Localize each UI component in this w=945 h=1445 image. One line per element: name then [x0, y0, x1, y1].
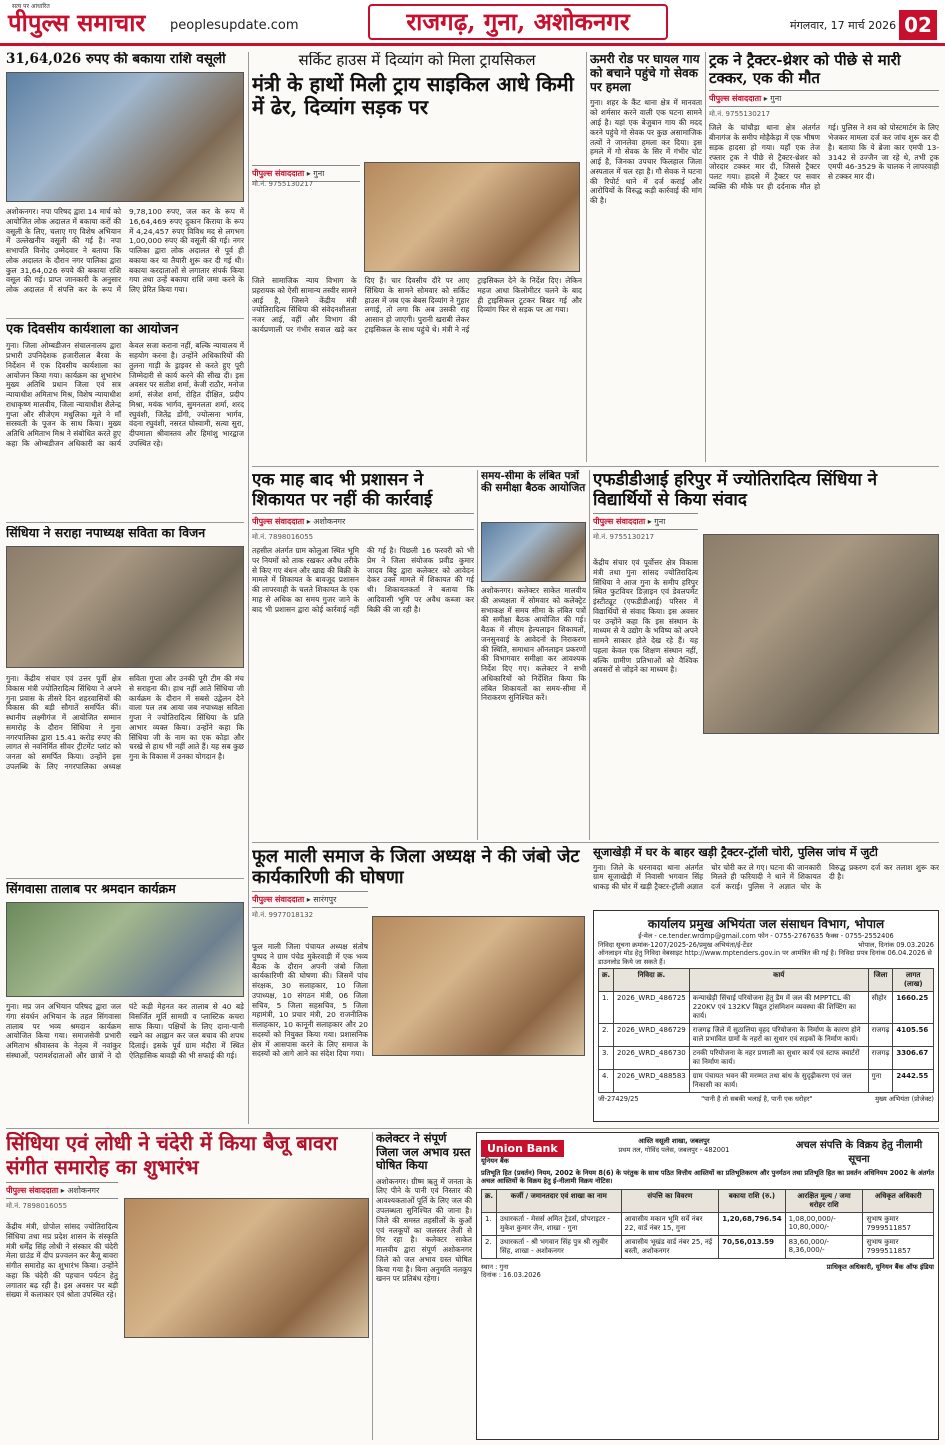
tender-code: जी-27429/25 [598, 1095, 639, 1104]
photo-fddi-students [703, 534, 939, 734]
divider [6, 318, 244, 319]
story-body: गुना। केंद्रीय संचार एवं उत्तर पूर्वी क्षेत्र विकास मंत्री ज्योतिरादित्य सिंधिया ने अपने गुना प्रवास के तीसरे दिन शहरवासियों की विकास की बड़ी सौगातें समर्पित कीं। स्थानीय लक्ष्मीगंज में आयोजित सम्मान समारोह के दौरान सिंधिया ने गुना नगरपालिका द्वारा 15.41 करोड़ रुपए की लागत से नवनिर्मित सीवर ट्रीटमेंट प्लांट को जनता को समर्पित किया। उन्होंने इस उपलब्धि के लिए नगरपालिका अध्यक्ष सविता गुप्ता और उनकी पूरी टीम की मंच से सराहना की। हाथ नहीं आते सिंधिया जी कार्यक्रम के दौरान में सबसे उद्वेलन देने वाला पल तब आया जब नपाध्यक्ष सविता गुप्ता ने ज्योतिरादित्य सिंधिया के प्रति आभार व्यक्त किया। उन्होंने कहा कि सिंधिया जी के नाम का एक कोड़ा और चरखे से हाथ भी नहीं आते हैं। यह सब कुछ गुना के विकास में उनका योगदान है। [6, 674, 244, 771]
masthead [0, 0, 945, 46]
byline-name: पीपुल्स संवाददाता [6, 1186, 59, 1196]
story-body: तहसील अंतर्गत ग्राम कोलुआ स्थित भूमि पर नियमों को ताक रखकर अवैध तरीके से किए गए बंधन और खाद्य की बिक्री के मामले में शिकायत के बावजूद प्रशासन की लापरवाही के चलते शिकायत के एक माह से अधिक का समय गुजर जाने के बाद भी प्रशासन द्वारा कोई कार्रवाई नहीं की गई है। पिछली 16 फरवरी को भी प्रेम ने जिला संयोजक प्रवीड कुमार जादव बिट्टू द्वारा कलेक्टर को आवेदन देकर उक्त मामले में शिकायत की गई थी। शिकायतकर्ता ने बताया कि आदिवासी भूमि पर अवैध कब्जा कर बिक्री की जा रही है। [252, 546, 474, 614]
col-header: लागत (लाख) [893, 969, 934, 992]
story-body: जिले के चांचौड़ा थाना क्षेत्र अंतर्गत बीनागंज के समीप मोहैकेड़ा में एक भीषण सड़क हादसा हो गया। यहाँ एक तेज रफ्तार ट्रक ने पीछे से ट्रैक्टर-थ्रेशर को जोरदार टक्कर मार दी, जिससे ट्रैक्टर पलट गया। हादसे में ट्रैक्टर पर सवार व्यक्ति की मौके पर ही दर्दनाक मौत हो गई। पुलिस ने शव को पोस्टमार्टम के लिए भेजकर मामला दर्ज कर जांच शुरू कर दी है। बताया कि ये ब्रेजा कार एमपी 13-3142 से उज्जैन जा रहे थे, तभी ट्रक एमपी 46-3529 के चालक ने लापरवाही से टक्कर मार दी। [709, 123, 939, 191]
story-workshop [6, 322, 244, 520]
col-header: क्र. [599, 969, 614, 992]
table-cell: 1,20,68,796.54 [719, 1212, 785, 1235]
story-chanderi [6, 1132, 369, 1440]
table-cell: 2026_WRD_488583 [614, 1070, 690, 1093]
story-body: अशोकनगर। ग्रीष्म ऋतु में जनता के लिए पीने के पानी एवं निस्तार की आवश्यकताओं पूर्ति के लिए जल की उपलब्धता सुनिश्चित की जाना है। जिले की समस्त तहसीलों के कुओं एवं नलकूपों का जलस्तर तेजी से गिर रहा है। कलेक्टर साकेत मालवीय द्वारा संपूर्ण अशोकनगर जिले को जल अभाव ग्रस्त घोषित किया गया है। बिना अनुमति नलकूप खनन पर प्रतिबंध रहेगा। [376, 1176, 472, 1284]
tender-ref [598, 941, 934, 950]
brand-tagline: सत्य पर आधारित [12, 3, 50, 10]
bank-address: प्रथम तल, गोविंद पलेस, जबलपुर - 482001 [618, 1145, 730, 1154]
tender-signatory: मुख्य अभियंता (प्रोजेक्ट) [875, 1095, 934, 1104]
bank-brand: Union Bank [481, 1140, 564, 1157]
table-row [599, 1047, 934, 1070]
byline: पीपुल्स संवाददाता ▸ गुना [252, 165, 360, 182]
story-body: केंद्रीय मंत्री, ग्रोपोल सांसद ज्योतिरादित्य सिंधिया तथा मप्र प्रदेश शासन के संस्कृति मंत्री धर्मेंद्र सिंह लोधी ने संस्कार की चंदेरी मेला ग्राउंड में दीप प्रज्वलन कर बैजू बावरा संगीत समारोह का शुभारंभ किया। उन्होंने कहा कि चंदेरी की पहचान पर्यटन हेतु लगातार बढ़ रही है। इस अवसर पर बड़ी संख्या में कलाकार एवं श्रोता उपस्थित रहे। [6, 1222, 118, 1300]
table-cell: 1. [599, 992, 614, 1024]
byline-place: गुना [313, 169, 325, 178]
headline: कलेक्टर ने संपूर्ण जिला जल अभाव ग्रस्त घोषित किया [376, 1132, 471, 1173]
bank-place-date [481, 1263, 541, 1280]
table-cell: राजगढ़ जिले में सुठालिया वृहद परियोजना के निर्माण के कारण होने वाले प्रभावित ग्रामों के नहरों का सुधार एवं सड़कों के निर्माण कार्य। [689, 1024, 868, 1047]
table-cell: 3306.67 [893, 1047, 934, 1070]
col-header: आरक्षित मूल्य / जमा धरोहर राशि [785, 1189, 863, 1212]
byline-place: गुना [770, 94, 782, 104]
col-header: जिला [868, 969, 893, 992]
headline: फूल माली समाज के जिला अध्यक्ष ने की जंबो जेट कार्यकारिणी की घोषणा [252, 846, 580, 889]
byline-phone: मो.नं. 9755130217 [252, 180, 314, 188]
byline-phone: मो.नं. 9755130217 [593, 533, 655, 542]
byline-phone: मो.नं. 7898016055 [252, 533, 314, 542]
byline-name: पीपुल्स संवाददाता [252, 169, 305, 178]
col-header: क्र. [482, 1189, 497, 1212]
tender-notice-number: निविदा सूचना क्रमांक-1207/2025-26/प्रमुख अभियंता/ई-टेंडर [598, 940, 753, 949]
headline: ट्रक ने ट्रैक्टर-थ्रेशर को पीछे से मारी टक्कर, एक की मौत [709, 52, 901, 87]
table-cell: 2026_WRD_486729 [614, 1024, 690, 1047]
column-divider [372, 1132, 373, 1440]
table-cell: 2442.55 [893, 1070, 934, 1093]
story-complaint [252, 470, 474, 840]
story-water-scarcity [376, 1132, 472, 1440]
story-body: केंद्रीय संचार एवं पूर्वोत्तर क्षेत्र विकास मंत्री तथा गुना सांसद ज्योतिरादित्य सिंधिया ने आज गुना के समीप हरिपुर स्थित फुटवियर डिज़ाइन एवं डेवलपमेंट इंस्टीट्यूट (एफडीडीआई) परिसर में विद्यार्थियों से संवाद किया। इस अवसर पर उन्होंने कहा कि इस संस्थान के माध्यम से ये उद्योग के भविष्य को अपने सामने साकार होते देख रहे हैं। यह पहला केवल एक शिक्षण संस्थान नहीं, बल्कि ग्रामीण प्रतिभाओं को वैश्विक अवसरों से जोड़ने का माध्यम है। [593, 558, 698, 675]
column-divider [705, 52, 706, 462]
byline-name: पीपुल्स संवाददाता [593, 517, 646, 527]
column-divider [586, 52, 587, 462]
headline: सिंधिया एवं लोधी ने चंदेरी में किया बैजू बावरा संगीत समारोह का शुभारंभ [6, 1132, 338, 1179]
headline: सूजाखेड़ी में घर के बाहर खड़ी ट्रैक्टर-ट्रॉली चोरी, पुलिस जांच में जुटी [593, 846, 878, 859]
page-number: 02 [899, 10, 937, 40]
newspaper-logo: पीपुल्स समाचार [8, 8, 146, 37]
table-cell: कन्याखेड़ी सिंचाई परियोजना हेतु डैम में जल की MPPTCL की 220KV एवं 132KV विद्युत ट्रांसमिशन व्यवस्था की शिफ्टिंग का कार्य। [689, 992, 868, 1024]
byline: पीपुल्स संवाददाता ▸ सारंगपुर [252, 891, 368, 908]
bank-table [481, 1189, 934, 1259]
tender-heading: कार्यालय प्रमुख अभियंता जल संसाधन विभाग, भोपाल [647, 917, 885, 931]
tender-email: ई-मेल - ce.tender.wrdmp@gmail.com फोन - 0755-2767635 फैक्स - 0755-2552406 [638, 932, 894, 940]
bank-logo [481, 1137, 564, 1166]
table-row [482, 1235, 934, 1258]
divider [252, 466, 939, 467]
column-divider [589, 470, 590, 840]
table-cell: 3. [599, 1047, 614, 1070]
section-title: राजगढ़, गुना, अशोकनगर [368, 4, 668, 40]
table-cell: 2026_WRD_486730 [614, 1047, 690, 1070]
story-body: गुना। शहर के कैंट थाना क्षेत्र में मानवता को शर्मसार करने वाली एक घटना सामने आई है। यहां एक बेजुबान गाय की मदद करने पहुंचे गो सेवक पर कुछ असामाजिक तत्वों ने जानलेवा हमला कर दिया। इस हमले में गो सेवक के सिर में गंभीर चोट आई है, जिनका उपचार फिलहाल जिला अस्पताल में चल रहा है। गौ सेवक ने घटना की रिपोर्ट थाने में दर्ज कराई और आरोपियों के विरुद्ध कड़ी कार्रवाई की मांग की है। [590, 98, 702, 206]
table-cell: 2026_WRD_486725 [614, 992, 690, 1024]
byline-place: अशोकनगर [67, 1186, 100, 1196]
table-row [599, 992, 934, 1024]
table-cell: आवासीय मकान भूमि सर्वे नंबर 22, वार्ड नंबर 15, गुना [621, 1212, 719, 1235]
story-tricycle [252, 52, 582, 462]
table-cell: 2. [482, 1235, 497, 1258]
headline: एफडीडीआई हरिपुर में ज्योतिरादित्य सिंधिया ने विद्यार्थियों से किया संवाद [593, 470, 878, 511]
headline: सिंधिया ने सराहा नपाध्यक्ष सविता का विजन [6, 526, 206, 540]
bank-header-row [482, 1189, 934, 1212]
photo-meeting [481, 522, 586, 582]
headline: सिंगवासा तालाब पर श्रमदान कार्यक्रम [6, 882, 176, 896]
byline-phone: मो.नं. 9755130217 [709, 110, 771, 119]
table-cell: आवासीय भूखंड वार्ड नंबर 25, नई बस्ती, अशोकनगर [621, 1235, 719, 1258]
story-body: फूल माली जिला पंचायत अध्यक्ष संतोष पुष्पद ने ग्राम पंचेड मुकेरवाड़ी में एक भव्य बैठक के दौरान अपनी जंबो जिला कार्यकारिणी की घोषणा की। जिसमें पांच संरक्षक, 30 सलाहकार, 10 जिला उपाध्यक्ष, 10 संगठन मंत्री, 06 जिला सचिव, 5 जिला सहसचिव, 5 जिला महामंत्री, 10 प्रचार मंत्री, 20 राजनीतिक सलाहकार, 10 कानूनी सलाहकार और 20 सदस्यों को नियुक्त किया गया। प्रशासनिक क्षेत्र में आसपास करने के लिए समाज के सदस्यों को आगे आने का संदेश दिया गया। [252, 942, 368, 1059]
divider [6, 522, 244, 523]
table-cell: 83,60,000/- 8,36,000/- [785, 1235, 863, 1258]
bank-name: यूनियन बैंक [481, 1157, 509, 1165]
story-mali-samaj [252, 846, 585, 1136]
story-shramdan [6, 882, 244, 1122]
tender-table [598, 968, 934, 1093]
tender-header-row [599, 969, 934, 992]
byline-name: पीपुल्स संवाददाता [252, 895, 305, 905]
col-header: बकाया राशि (रु.) [719, 1189, 785, 1212]
bank-branch-block [618, 1137, 729, 1154]
table-cell: 4. [599, 1070, 614, 1093]
table-row [599, 1024, 934, 1047]
tender-footer [598, 1095, 934, 1104]
table-cell: सुभाष कुमार 7999511857 [863, 1212, 934, 1235]
table-cell: ग्राम पंचायत भवन की मरम्मत तथा बांध के सुदृढ़ीकरण एवं जल निकासी का कार्य। [689, 1070, 868, 1093]
col-header: निविदा क्र. [614, 969, 690, 992]
table-cell: 2. [599, 1024, 614, 1047]
kicker: सर्किट हाउस में दिव्यांग को मिला ट्रायसिकल [298, 52, 536, 69]
table-cell: राजगढ़ [868, 1024, 893, 1047]
headline: समय-सीमा के लंबित पत्रों की समीक्षा बैठक आयोजित [481, 470, 586, 495]
tender-intro: ऑनलाइन मोड हेतु निविदा वेबसाइट http://www.mptenders.gov.in पर आमंत्रित की गई है। निविदा प्रपत्र दिनांक 06.04.2026 से डाउनलोड किये जा सकते हैं। [598, 949, 932, 966]
bank-footer [481, 1263, 934, 1280]
table-cell: 1660.25 [893, 992, 934, 1024]
table-cell: 4105.56 [893, 1024, 934, 1047]
column-divider [248, 52, 249, 1124]
byline: पीपुल्स संवाददाता ▸ गुना [709, 90, 939, 107]
table-row [482, 1212, 934, 1235]
bank-signoff: प्राधिकृत अधिकारी, यूनियन बैंक ऑफ इंडिया [826, 1262, 934, 1271]
divider [6, 1128, 939, 1129]
byline: पीपुल्स संवाददाता ▸ गुना [593, 513, 698, 530]
tender-date: भोपाल, दिनांक 09.03.2026 [858, 940, 934, 949]
byline-name: पीपुल्स संवाददाता [252, 517, 305, 527]
byline: पीपुल्स संवाददाता ▸ अशोकनगर [252, 513, 474, 530]
col-header: अधिकृत अधिकारी [863, 1189, 934, 1212]
col-header: संपत्ति का विवरण [621, 1189, 719, 1212]
headline: मंत्री के हाथों मिली ट्राय साइकिल आधे किमी में ढेर, दिव्यांग सड़क पर [252, 71, 574, 120]
story-review-meeting [481, 470, 586, 840]
story-tax-recovery [6, 52, 244, 314]
tender-slogan: "पानी है तो सबकी भलाई है, पानी एक धरोहर" [701, 1095, 813, 1104]
byline-place: सारंगपुर [313, 895, 337, 905]
table-cell: राजगढ़ [868, 1047, 893, 1070]
story-body: अशोकनगर। कलेक्टर साकेत मालवीय की अध्यक्षता में सोमवार को कलेक्ट्रेट सभाकक्ष में समय सीमा के लंबित पत्रों की समीक्षा बैठक आयोजित की गई। बैठक में सीएम हेल्पलाइन शिकायतों, जनसुनवाई के आवेदनों के निराकरण की स्थिति, समाधान ऑनलाइन प्रकरणों की विभागवार समीक्षा कर आवश्यक निर्देश दिए गए। कलेक्टर ने सभी अधिकारियों को निर्देशित किया कि लंबित शिकायतों का समय-सीमा में निराकरण सुनिश्चित करें। [481, 586, 586, 703]
table-cell: टनकी परियोजना के नहर प्रणाली का सुधार कार्य एवं स्टाफ क्वार्टरों का निर्माण कार्य। [689, 1047, 868, 1070]
byline-place: गुना [654, 517, 666, 527]
story-body: गुना। मप्र जन अभियान परिषद द्वारा जल गंगा संवर्धन अभियान के तहत सिंगवासा तालाब पर भव्य श्रमदान कार्यक्रम आयोजित किया गया। समाजसेवी प्रभारी अमिताभ श्रीवास्तव के नेतृत्व में नवांकुर संस्थाओं, परामर्शदाताओं और छात्रों ने दो घंटे कड़ी मेहनत कर तालाब से 40 बड़े विसर्जित मूर्ति सामग्री व प्लास्टिक कचरा साफ किया। पक्षियों के लिए दाना-पानी रखने का आह्वान कर जल बचाव की शपथ दिलाई। इसके पूर्व ग्राम मंदौरा में स्थित ऐतिहासिक बावड़ी की भी सफाई की गई। [6, 1002, 244, 1060]
table-cell: उधारकर्ता - श्री भगवान सिंह पुत्र श्री रघुवीर सिंह, शाखा - अशोकनगर [497, 1235, 621, 1258]
headline: एक दिवसीय कार्यशाला का आयोजन [6, 322, 179, 337]
bank-place: स्थान : गुना [481, 1262, 509, 1271]
table-cell: 1,08,00,000/- 10,80,000/- [785, 1212, 863, 1235]
photo-talab-cleanup [6, 902, 244, 997]
table-row [599, 1070, 934, 1093]
story-truck-accident [709, 52, 939, 460]
byline-name: पीपुल्स संवाददाता [709, 94, 762, 104]
headline: 31,64,026 रुपए की बकाया राशि वसूली [6, 52, 226, 67]
divider [6, 878, 244, 879]
table-cell: 1. [482, 1212, 497, 1235]
byline-phone: मो.नं. 9977018132 [252, 911, 314, 920]
bank-auction-notice [476, 1132, 939, 1440]
photo-tricycle [364, 162, 580, 272]
photo-chanderi-festival [124, 1198, 369, 1338]
photo-mali-samaj [372, 916, 585, 1056]
story-body: जिले सामाजिक न्याय विभाग के प्रहरायक को ऐसी सामान्य तस्वीर सामने आई है, जिसने केंद्रीय मंत्री ज्योतिरादित्य सिंधिया की संवेदनशीलता नजर आई, वहीं और विभाग की कार्यप्रणाली पर गंभीर सवाल खड़े कर दिए हैं। चार दिवसीय दौरे पर आए सिंधिया के सामने सोमवार को सर्किट हाउस में जब एक बेबस दिव्यांग ने गुहार लगाई, तो लगा कि अब उसकी राह आसान हो जाएगी। पुरानी खराबी लेकर ट्राइसिकल के साथ पहुंचे थे। मंत्री ने नई ट्राइसिकल देने के निर्देश दिए। लेकिन महज आधा किलोमीटर चलने के बाद ही ट्राइसिकल टूटकर बिखर गई और दिव्यांग फिर से सड़क पर आ गया। [252, 276, 582, 334]
tender-notice [593, 910, 939, 1122]
byline-phone: मो.नं. 7898016055 [6, 1202, 68, 1211]
bank-date: दिनांक : 16.03.2026 [481, 1271, 541, 1280]
table-cell: सुभाष कुमार 7999511857 [863, 1235, 934, 1258]
column-divider [477, 470, 478, 840]
col-header: कार्य [689, 969, 868, 992]
col-header: कर्जी / जमानतदार एवं शाखा का नाम [497, 1189, 621, 1212]
story-cow-attack [590, 52, 702, 460]
table-cell: सीहोर [868, 992, 893, 1024]
table-cell: उधारकर्ता - मेसर्स अमित ट्रेडर्स, प्रोपराइटर - मुकेश कुमार जैन, शाखा - गुना [497, 1212, 621, 1235]
headline: एक माह बाद भी प्रशासन ने शिकायत पर नहीं की कार्रवाई [252, 470, 433, 511]
story-fddi [593, 470, 939, 840]
story-scindia-praise [6, 526, 244, 876]
issue-date: मंगलवार, 17 मार्च 2026 [790, 19, 897, 32]
table-cell: 70,56,013.59 [719, 1235, 785, 1258]
story-body: गुना। जिले के धरनावदा थाना अंतर्गत ग्राम सूजाखेड़ी में निवासी भगवान सिंह धाकड़ की घोर में खड़ी ट्रैक्टर-ट्रॉली अज्ञात चोर चोरी कर ले गए। घटना की जानकारी मिलते ही फरियादी ने थाने में शिकायत दर्ज कराई। पुलिस ने अज्ञात चोर के विरुद्ध प्रकरण दर्ज कर तलाश शुरू कर दी है। [593, 862, 939, 892]
bank-branch: आस्ति वसूली शाखा, जबलपुर [638, 1137, 710, 1145]
bank-title: अचल संपत्ति के विक्रय हेतु नीलामी सूचना [795, 1140, 923, 1165]
divider [252, 842, 939, 843]
bank-intro: प्रतिभूति हित (प्रवर्तन) नियम, 2002 के नियम 8(6) के परंतुक के साथ पठित वित्तीय आस्तियों का प्रतिभूतिकरण और पुनर्गठन तथा प्रतिभूति हित का प्रवर्तन अधिनियम 2002 के अंतर्गत अचल आस्तियों के विक्रय हेतु ई-नीलामी विक्रय नोटिस। [481, 1168, 934, 1186]
story-body: अशोकनगर। नपा परिषद द्वारा 14 मार्च को आयोजित लोक अदालत में बकाया करों की वसूली के लिए, चलाए गए विशेष अभियान में उल्लेखनीय वसूली की गई है। नपा सभापति विनोद उम्मेदवार ने बताया कि लोक अदालत के दौरान नगर पालिका द्वारा कुल 31,64,026 रुपये की बकाया राशि वसूल की गई। प्राप्त जानकारी के अनुसार लोक अदालत में संपत्ति कर के रूप में 9,78,100 रुपए, जल कर के रूप में 16,64,469 रुपए दुकान किराया के रूप में 4,24,457 रुपए विविध मद से लगभग 1,00,000 रुपए की वसूली की गई। नगर पालिका द्वारा लोक अदालत से पूर्व ही बकाया कर या तैयारी शुरू कर दी गई थी। बकाया करदाताओं से लगातार संपर्क किया गया तथा उन्हें बकाया राशि जमा करने के लिए प्रेरित किया गया। [6, 207, 244, 295]
photo-lok-adalat [6, 72, 244, 202]
bank-header [481, 1137, 934, 1166]
byline: पीपुल्स संवाददाता ▸ अशोकनगर [6, 1182, 118, 1199]
story-tractor-theft [593, 846, 939, 906]
story-body: गुना। जिला ओम्बडीजन संचालनालय द्वारा प्रभारी उपनिदेशक हजारीलाल बैरवा के निर्देशन में एक दिवसीय कार्यशाला का आयोजन किया गया। कार्यक्रम का शुभारंभ मुख्य अतिथि प्रधान जिला एवं सत्र न्यायाधीश अमिताभ मिश्र, विशेष न्यायाधीश राधाकृष्ण मालवीय, जिला न्यायाधीश शैलेन्द्र गुप्ता और सीजेएम मधुलिका मूले ने माँ सरस्वती के पूजन के साथ किया। मुख्य अतिथि अमिताभ मिश्र ने संबोधित करते हुए कहा कि ओम्बडीजन अधिकारी का कार्य केवल सजा कराना नहीं, बल्कि न्यायालय में सहयोग करना है। उन्होंने अधिकारियों की तुलना गाड़ी के ड्राइवर से करते हुए पूरी जिम्मेदारी से कार्य करने की सीख दी। इस अवसर पर सतीश शर्मा, केजी राठौर, मनोज शर्मा, संजेश शर्मा, रोहित दीक्षित, प्रदीप मिश्रा, मयंक भार्गव, सुमनलता शर्मा, शरद रघुवंशी, जितेंद्र डोंगी, ज्योत्सना भार्गव, वंदना रघुवंशी, नसरत घोस्वामी, सत्या सुरा, दीपमाला श्रीवास्तव और हिमांशु भारद्वाज उपस्थित रहे। [6, 341, 244, 448]
website-link[interactable]: peoplesupdate.com [170, 18, 299, 33]
byline-place: अशोकनगर [313, 517, 346, 527]
table-cell: गुना [868, 1070, 893, 1093]
photo-scindia-event [6, 546, 244, 668]
headline: ऊमरी रोड पर घायल गाय को बचाने पहुंचे गो सेवक पर हमला [590, 52, 700, 95]
